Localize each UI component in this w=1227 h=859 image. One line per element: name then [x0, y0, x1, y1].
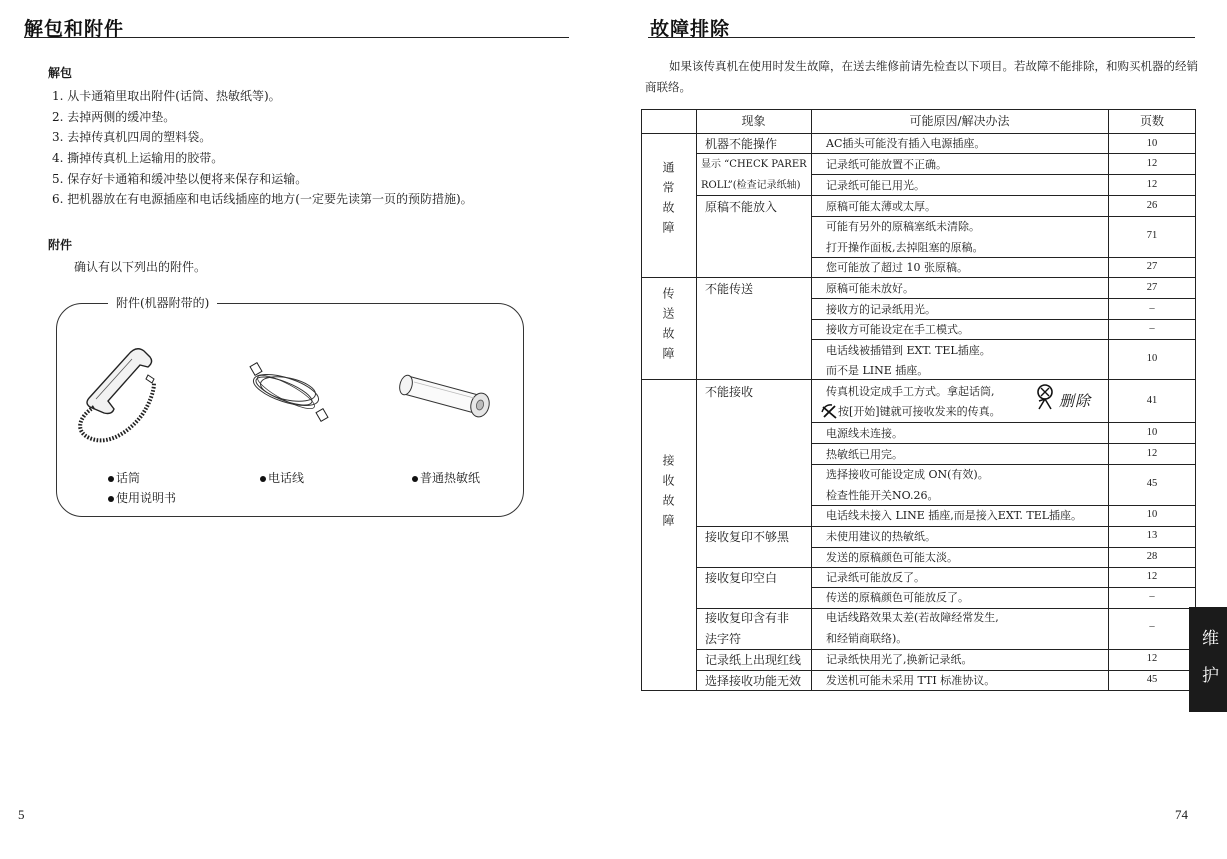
- paper-roll-label: [412, 469, 480, 486]
- page-number: 5: [18, 807, 25, 822]
- section-tab-label: 维护: [1198, 629, 1218, 703]
- cause-cell: 传送的原稿颜色可能放反了。: [826, 591, 969, 604]
- cause-cell: 记录纸可能已用光。: [826, 179, 925, 192]
- circled-x-icon: [1033, 381, 1059, 411]
- cause-cell: 原稿可能太薄或太厚。: [826, 200, 936, 213]
- row-divider: [641, 133, 1196, 134]
- phone-line-text: 电话线: [268, 471, 305, 485]
- symptom-cell: 接收复印不够黑: [705, 530, 790, 544]
- page-cell: 10: [1146, 509, 1158, 520]
- list-item: 6. 把机器放在有电源插座和电话线插座的地方(一定要先读第一页的预防措施)。: [52, 192, 473, 207]
- bullet-icon: [412, 476, 418, 482]
- list-item: 4. 撕掉传真机上运输用的胶带。: [52, 151, 224, 166]
- right-page: [615, 0, 1227, 859]
- intro-text: 如果该传真机在使用时发生故障，在送去维修前请先检查以下项目。若故障不能排除，和购买机器的经销商联络。: [645, 59, 1198, 94]
- cause-cell: 记录纸快用光了,换新记录纸。: [826, 653, 973, 666]
- table-border: [641, 109, 1196, 110]
- page-cell: 12: [1146, 158, 1158, 169]
- row-divider: [696, 649, 1196, 650]
- page-cell: 41: [1146, 395, 1158, 406]
- list-item: 1. 从卡通箱里取出附件(话筒、热敏纸等)。: [52, 89, 281, 103]
- row-divider: [811, 443, 1196, 444]
- cause-cell: 发送的原稿颜色可能太淡。: [826, 551, 958, 564]
- cause-cell: 发送机可能未采用 TTI 标准协议。: [826, 674, 996, 687]
- cause-cell: 选择接收可能设定成 ON(有效)。: [826, 468, 989, 481]
- cause-cell: 可能有另外的原稿塞纸未清除。: [826, 220, 980, 233]
- accessories-box-title: 附件(机器附带的): [108, 294, 217, 311]
- symptom-cell: 法字符: [705, 632, 742, 646]
- page-cell: –: [1149, 621, 1155, 632]
- row-divider: [811, 174, 1196, 175]
- list-item: 2. 去掉两侧的缓冲垫。: [52, 109, 176, 124]
- page-cell: –: [1149, 323, 1155, 334]
- cause-cell: 打开操作面板,去掉阻塞的原稿。: [826, 241, 984, 254]
- accessories-intro: 确认有以下列出的附件。: [74, 260, 207, 274]
- unpack-steps-list: [52, 86, 473, 210]
- row-divider: [811, 216, 1196, 217]
- page-cell: 28: [1146, 551, 1158, 562]
- row-divider: [696, 195, 1196, 196]
- category-receive: 接收故障: [661, 454, 675, 534]
- cause-cell: 电话线未接入 LINE 插座,而是接入EXT. TEL插座。: [826, 509, 1083, 522]
- page-cell: 26: [1146, 200, 1158, 211]
- symptom-cell: 不能接收: [705, 385, 754, 399]
- header-cause: 可能原因/解决办法: [909, 114, 1010, 128]
- page-cell: 10: [1146, 138, 1158, 149]
- row-divider: [811, 298, 1196, 299]
- row-divider: [696, 153, 1196, 154]
- symptom-cell: 不能传送: [705, 282, 754, 296]
- cause-cell: 记录纸可能放置不正确。: [826, 158, 947, 171]
- symptom-cell: 显示 “CHECK PARER: [701, 159, 807, 170]
- handwritten-note: 删除: [1059, 392, 1092, 410]
- category-send: 传送故障: [661, 287, 675, 367]
- row-divider: [696, 526, 1196, 527]
- cause-cell: AC插头可能没有插入电源插座。: [826, 137, 986, 150]
- page-cell: 12: [1146, 179, 1158, 190]
- cause-cell: 电源线未连接。: [826, 427, 903, 440]
- handset-text: 话筒: [116, 471, 141, 485]
- row-divider: [811, 505, 1196, 506]
- page-title: 故障排除: [650, 18, 731, 40]
- paper-roll-text: 普通热敏纸: [420, 471, 481, 485]
- header-symptom: 现象: [741, 114, 766, 128]
- page-number: 74: [1175, 807, 1188, 822]
- section-divider: [641, 277, 1196, 278]
- row-divider: [811, 422, 1196, 423]
- cause-cell: 未使用建议的热敏纸。: [826, 530, 936, 543]
- cause-cell: 电话线路效果太差(若故障经常发生,: [826, 611, 999, 624]
- row-divider: [811, 319, 1196, 320]
- handset-icon: [70, 335, 180, 450]
- title-rule: [24, 37, 569, 38]
- symptom-cell: 接收复印含有非: [705, 611, 790, 625]
- row-divider: [811, 587, 1196, 588]
- title-rule: [648, 37, 1195, 38]
- column-divider: [696, 109, 697, 691]
- paper-roll-icon: [394, 370, 504, 422]
- cause-cell: 接收方可能设定在手工模式。: [826, 323, 969, 336]
- row-divider: [696, 567, 1196, 568]
- row-divider: [696, 608, 1196, 609]
- symptom-cell: 记录纸上出现红线: [705, 653, 802, 667]
- troubleshooting-table: [641, 109, 1196, 691]
- symptom-cell: 机器不能操作: [705, 137, 778, 151]
- page-cell: 27: [1146, 282, 1158, 293]
- page-title: 解包和附件: [24, 18, 125, 40]
- page-cell: 12: [1146, 571, 1158, 582]
- section-divider: [641, 379, 1196, 380]
- section-tab: [1189, 607, 1227, 712]
- page-cell: 71: [1146, 230, 1158, 241]
- accessories-heading: 附件: [48, 238, 73, 252]
- page-cell: 45: [1146, 674, 1158, 685]
- page-cell: –: [1149, 303, 1155, 314]
- cause-cell: 而不是 LINE 插座。: [826, 364, 929, 377]
- manual-label: [108, 489, 176, 506]
- page-cell: 12: [1146, 653, 1158, 664]
- cause-cell: 您可能放了超过 10 张原稿。: [826, 261, 968, 274]
- unpack-heading: 解包: [48, 66, 73, 80]
- bullet-icon: [108, 476, 114, 482]
- page-cell: 10: [1146, 353, 1158, 364]
- table-border: [641, 690, 1196, 691]
- cause-cell: 记录纸可能放反了。: [826, 571, 925, 584]
- cause-cell: 传真机设定成手工方式。拿起话筒,: [826, 385, 995, 398]
- row-divider: [811, 464, 1196, 465]
- row-divider: [811, 339, 1196, 340]
- cause-cell: 检查性能开关NO.26。: [826, 489, 939, 502]
- handset-label: [108, 469, 140, 486]
- cause-cell: 接收方的记录纸用光。: [826, 303, 936, 316]
- symptom-cell: ROLL”(检查记录纸轴): [701, 180, 801, 191]
- bullet-icon: [108, 496, 114, 502]
- bullet-icon: [260, 476, 266, 482]
- page-cell: 13: [1146, 530, 1158, 541]
- phone-line-label: [260, 469, 304, 486]
- cause-cell: 按[开始]键就可接收发来的传真。: [838, 405, 1001, 418]
- page-cell: 10: [1146, 427, 1158, 438]
- page-cell: –: [1149, 591, 1155, 602]
- column-divider: [811, 109, 812, 691]
- intro-paragraph: [645, 56, 1205, 98]
- table-border: [641, 109, 642, 691]
- row-divider: [811, 257, 1196, 258]
- strike-mark-icon: [821, 403, 839, 421]
- symptom-cell: 选择接收功能无效: [705, 674, 802, 688]
- manual-text: 使用说明书: [116, 491, 177, 505]
- phone-line-icon: [238, 360, 338, 425]
- left-page: [0, 0, 600, 859]
- list-item: 5. 保存好卡通箱和缓冲垫以便将来保存和运输。: [52, 171, 308, 186]
- page-cell: 27: [1146, 261, 1158, 272]
- row-divider: [811, 547, 1196, 548]
- header-page: 页数: [1139, 114, 1164, 128]
- symptom-cell: 接收复印空白: [705, 571, 778, 585]
- category-general: 通常故障: [661, 161, 675, 241]
- page-cell: 12: [1146, 448, 1158, 459]
- list-item: 3. 去掉传真机四周的塑料袋。: [52, 130, 212, 145]
- cause-cell: 和经销商联络)。: [826, 632, 908, 645]
- cause-cell: 电话线被插错到 EXT. TEL插座。: [826, 344, 991, 357]
- symptom-cell: 原稿不能放入: [705, 200, 778, 214]
- cause-cell: 热敏纸已用完。: [826, 448, 903, 461]
- cause-cell: 原稿可能未放好。: [826, 282, 914, 295]
- row-divider: [696, 670, 1196, 671]
- page-cell: 45: [1146, 478, 1158, 489]
